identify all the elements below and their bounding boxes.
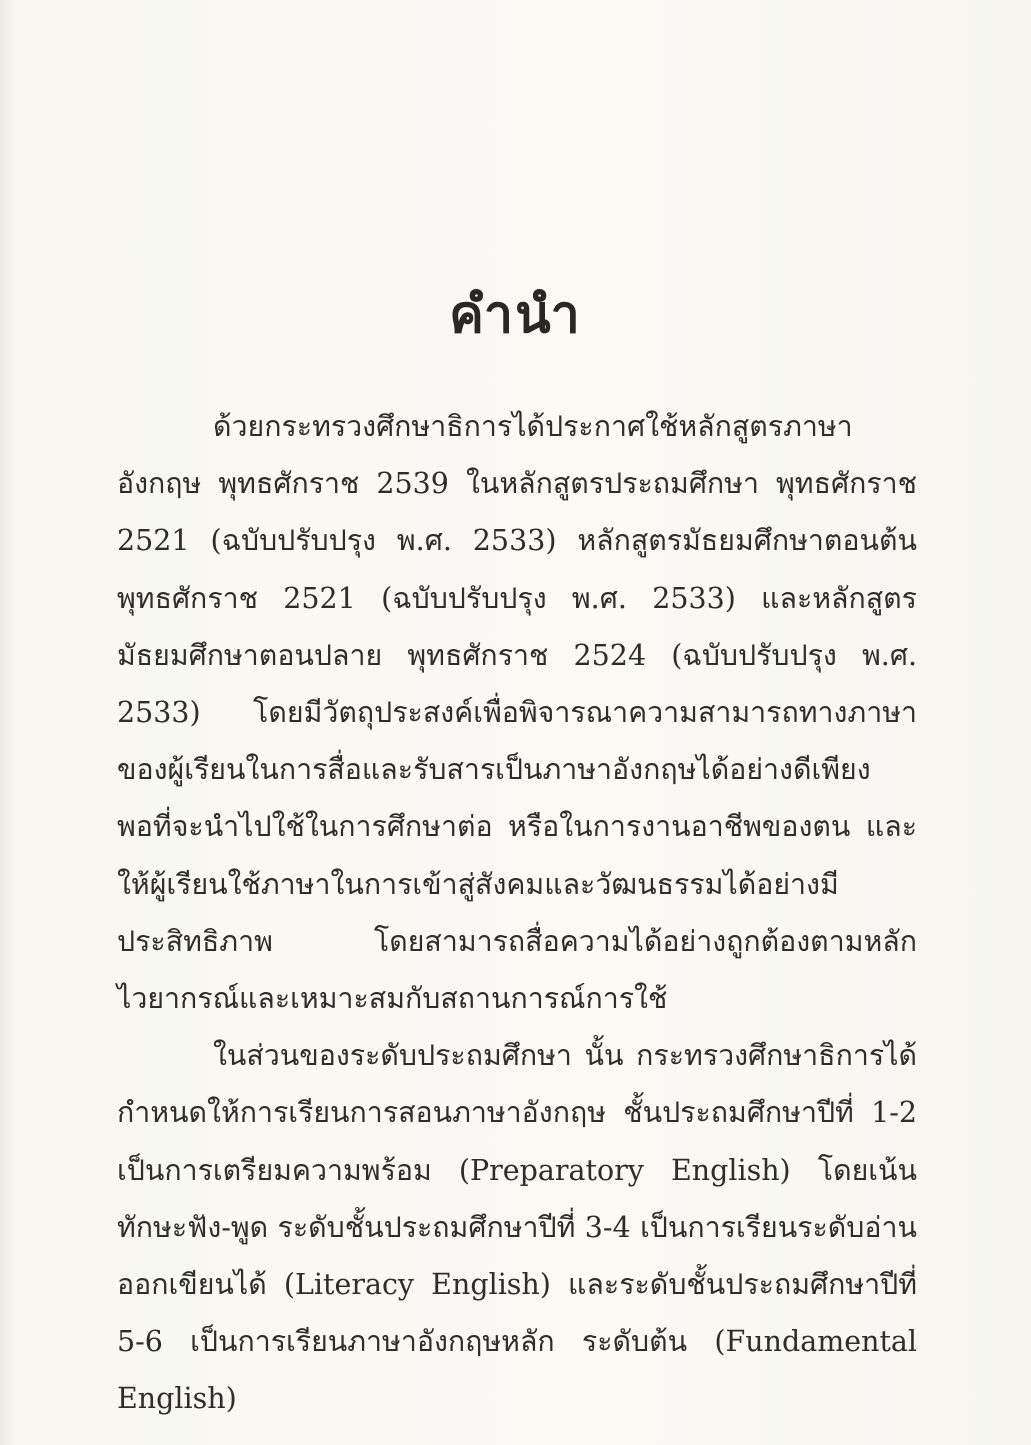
body-text: [117, 398, 917, 1428]
page-title: คำนำ: [449, 284, 582, 345]
paragraph-1: ด้วยกระทรวงศึกษาธิการได้ประกาศใช้หลักสูตรภาษาอังกฤษ พุทธศักราช 2539 ในหลักสูตรประถมศึกษา พุทธศักราช 2521 (ฉบับปรับปรุง พ.ศ. 2533) หลักสูตรมัธยมศึกษาตอนต้น พุทธศักราช 2521 (ฉบับปรับปรุง พ.ศ. 2533) และหลักสูตรมัธยมศึกษาตอนปลาย พุทธศักราช 2524 (ฉบับปรับปรุง พ.ศ. 2533) โดยมีวัตถุประสงค์เพื่อพิจารณาความสามารถทางภาษาของผู้เรียนในการสื่อและรับสารเป็นภาษาอังกฤษได้อย่างดีเพียงพอที่จะนำไปใช้ในการศึกษาต่อ หรือในการงานอาชีพของตน และให้ผู้เรียนใช้ภาษาในการเข้าสู่สังคมและวัฒนธรรมได้อย่างมีประสิทธิภาพ โดยสามารถสื่อความได้อย่างถูกต้องตามหลักไวยากรณ์และเหมาะสมกับสถานการณ์การใช้: [117, 410, 917, 1016]
paragraph-2: ในส่วนของระดับประถมศึกษา นั้น กระทรวงศึกษาธิการได้กำหนดให้การเรียนการสอนภาษาอังกฤษ ชั้นประถมศึกษาปีที่ 1-2 เป็นการเตรียมความพร้อม (Preparatory English) โดยเน้นทักษะฟัง-พูด ระดับชั้นประถมศึกษาปีที่ 3-4 เป็นการเรียนระดับอ่านออกเขียนได้ (Literacy English) และระดับชั้นประถมศึกษาปีที่ 5-6 เป็นการเรียนภาษาอังกฤษหลัก ระดับต้น (Fundamental English): [117, 1039, 917, 1416]
